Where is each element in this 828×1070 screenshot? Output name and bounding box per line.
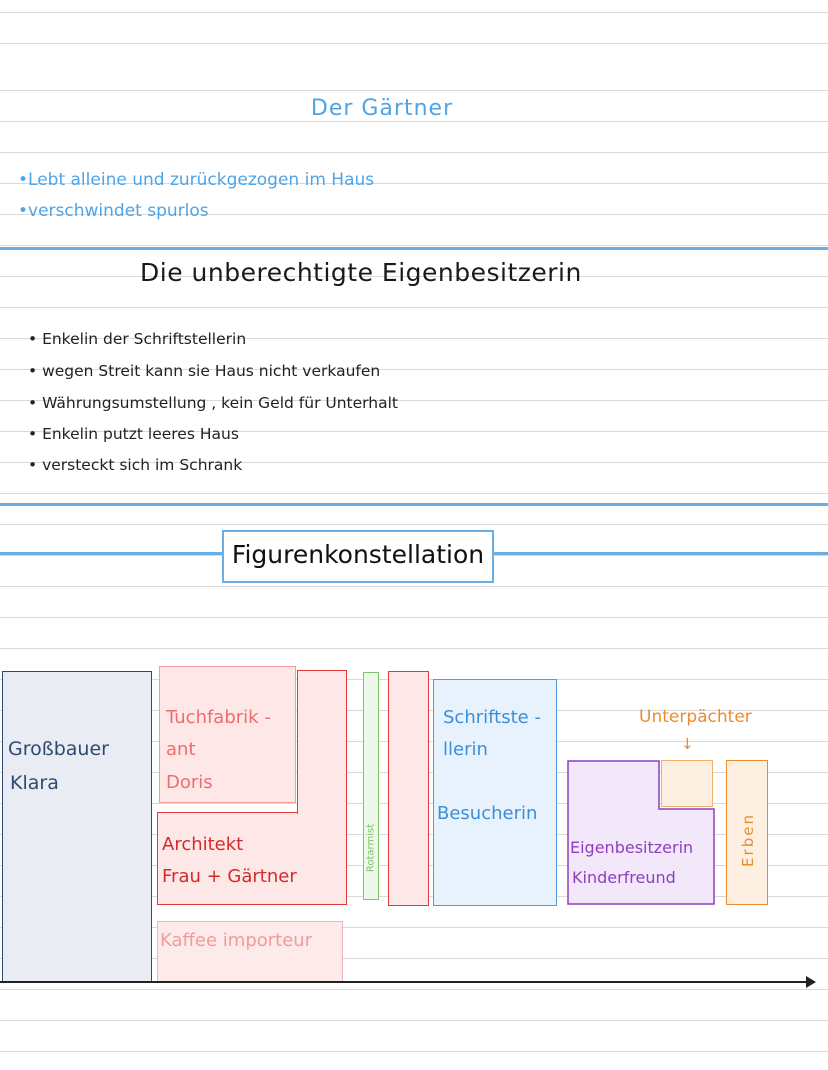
timeline-axis (0, 981, 812, 983)
architekt-label: Architekt (162, 834, 244, 855)
figuren-title: Figurenkonstellation (231, 540, 485, 569)
timeline-arrow-icon (806, 976, 816, 988)
eigenbesitzerin-bullet-3: • Währungsumstellung , kein Geld für Unterhalt (28, 394, 398, 412)
klara-label: Klara (10, 772, 59, 794)
eigenbesitzerin-bullet-1: • Enkelin der Schriftstellerin (28, 330, 247, 348)
gaertner-title: Der Gärtner (310, 96, 454, 121)
schriftstellerin-label-2: llerin (443, 739, 488, 760)
doris-label: Doris (166, 772, 213, 793)
rotarmist-label: Rotarmist (365, 823, 377, 873)
besucherin-label: Besucherin (437, 803, 538, 824)
eigenbesitzerin-bullet-5: • versteckt sich im Schrank (28, 456, 243, 474)
unterpaechter-arrow-icon: ↓ (681, 735, 694, 753)
gaertner-bullet-2: •verschwindet spurlos (18, 201, 209, 221)
kinderfreund-label: Kinderfreund (572, 868, 676, 887)
tuchfabrikant-label-1: Tuchfabrik - (166, 707, 271, 728)
unterpaechter-label: Unterpächter (639, 707, 752, 727)
architekt-block (157, 812, 347, 905)
gaertner-bullet-1: •Lebt alleine und zurückgezogen im Haus (18, 170, 375, 190)
grossbauer-block (2, 671, 152, 982)
kaffee-label: Kaffee importeur (160, 930, 313, 951)
grossbauer-label: Großbauer (8, 738, 109, 760)
eigenbesitzerin-bullet-4: • Enkelin putzt leeres Haus (28, 425, 239, 443)
erben-label: Erben (739, 813, 757, 867)
unterpaechter-block (661, 760, 713, 807)
eigenbesitzerin-title: Die unberechtigte Eigenbesitzerin (140, 258, 582, 287)
section-divider-2 (0, 503, 828, 506)
eigenbesitzerin-bullet-2: • wegen Streit kann sie Haus nicht verkaufen (28, 362, 381, 380)
red-column-block (388, 671, 429, 906)
eigenbesitzerin-label: Eigenbesitzerin (570, 838, 694, 857)
schriftstellerin-label-1: Schriftste - (443, 707, 541, 728)
section-divider-1 (0, 247, 828, 250)
frau-gaertner-label: Frau + Gärtner (162, 866, 297, 887)
architekt-block-upper (297, 670, 347, 814)
tuchfabrikant-label-2: ant (166, 739, 196, 760)
